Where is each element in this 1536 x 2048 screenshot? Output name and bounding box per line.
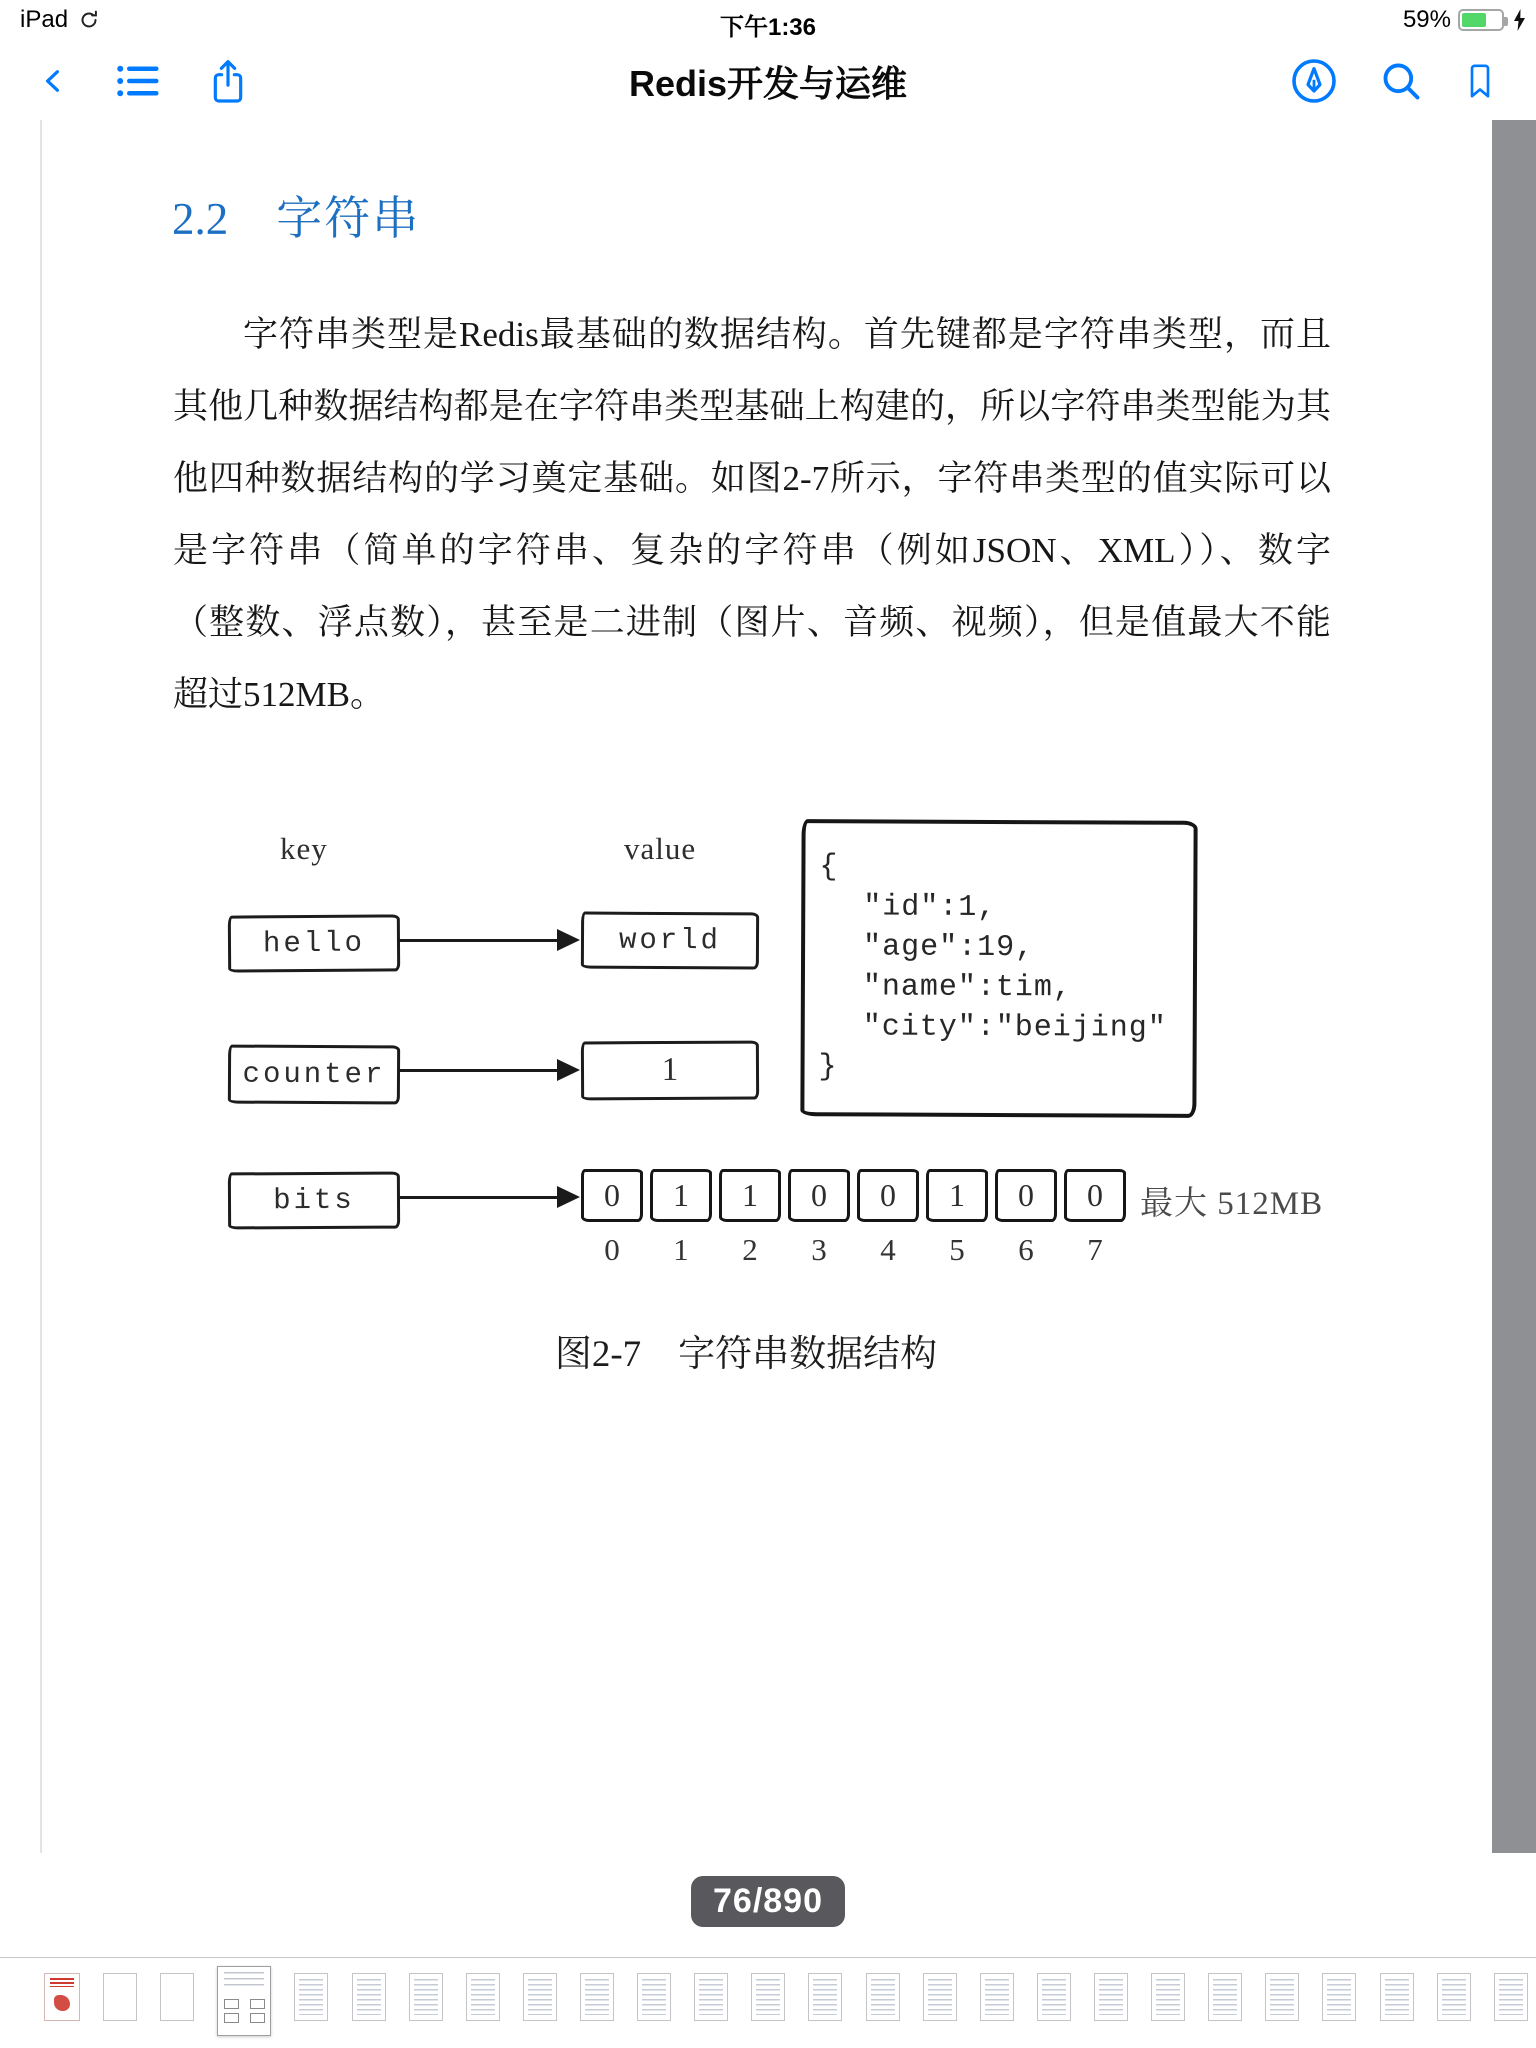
page-thumbnail[interactable] [866, 1973, 900, 2021]
page-thumbnail[interactable] [1208, 1973, 1242, 2021]
paragraph-line: （整数、浮点数），甚至是二进制（图片、音频、视频），但是值最大不能 [173, 603, 1331, 642]
bit-cell: 0 [995, 1169, 1057, 1222]
bit-indices [581, 1232, 1126, 1268]
page-thumbnail[interactable] [1322, 1973, 1356, 2021]
section-heading [172, 182, 420, 248]
bit-cell: 1 [719, 1169, 781, 1222]
page-thumbnail[interactable] [409, 1973, 443, 2021]
book-cover-thumbnail[interactable] [44, 1973, 80, 2021]
page-left-edge [40, 120, 42, 1853]
key-box-bits: bits [228, 1172, 400, 1230]
page-thumbnail[interactable] [103, 1973, 137, 2021]
clock: 下午1:36 [719, 14, 817, 41]
bit-index: 7 [1087, 1232, 1103, 1267]
bit-index: 1 [673, 1232, 689, 1267]
bit-cell: 0 [788, 1169, 850, 1222]
page-thumbnail[interactable] [751, 1973, 785, 2021]
page-thumbnail[interactable] [808, 1973, 842, 2021]
page-thumbnail[interactable] [1151, 1973, 1185, 2021]
json-line: "age":19, [863, 930, 1035, 966]
page-thumbnail[interactable] [694, 1973, 728, 2021]
page-thumbnail[interactable] [1094, 1973, 1128, 2021]
arrow [399, 1196, 557, 1199]
key-box-counter: counter [228, 1045, 400, 1105]
json-value-box [800, 819, 1197, 1118]
bit-cell: 0 [581, 1169, 643, 1222]
bit-index: 2 [742, 1232, 758, 1267]
page-thumbnail[interactable] [1380, 1973, 1414, 2021]
page-thumbnail[interactable] [466, 1973, 500, 2021]
current-page-thumbnail[interactable] [217, 1966, 271, 2036]
page-scrubber [0, 1957, 1536, 2048]
annotate-pen-button[interactable] [1290, 57, 1338, 105]
battery-percent-label: 59% [1402, 6, 1451, 33]
json-line: "name":tim, [862, 970, 1073, 1006]
bookmark-button[interactable] [1464, 57, 1496, 105]
page-thumbnail[interactable] [580, 1973, 614, 2021]
paragraph-line: 他四种数据结构的学习奠定基础。如图2-7所示，字符串类型的值实际可以 [173, 459, 1331, 498]
page-indicator-badge: 76/890 [691, 1876, 845, 1927]
page-right-edge [1492, 120, 1536, 1853]
book-title: Redis开发与运维 [628, 62, 908, 104]
max-size-note: 最大 512MB [1140, 1186, 1324, 1222]
charging-bolt-icon [1511, 8, 1526, 32]
status-bar [0, 0, 1536, 42]
bit-cells [581, 1169, 1126, 1222]
json-line: "city":"beijing" [862, 1010, 1167, 1046]
page-thumbnail[interactable] [1265, 1973, 1299, 2021]
page-thumbnail[interactable] [637, 1973, 671, 2021]
figure-key-label: key [280, 831, 328, 866]
thumbnail-strip [0, 1958, 1536, 2036]
bit-cell: 0 [857, 1169, 919, 1222]
page-thumbnail[interactable] [1437, 1973, 1471, 2021]
battery-icon [1458, 9, 1504, 31]
json-line: { [819, 850, 839, 885]
bit-cell: 1 [650, 1169, 712, 1222]
arrow [399, 939, 557, 942]
paragraph-line: 字符串类型是Redis最基础的数据结构。首先键都是字符串类型，而且 [243, 315, 1331, 354]
bit-cell: 1 [926, 1169, 988, 1222]
body-paragraph [173, 299, 1331, 731]
bit-cell: 0 [1064, 1169, 1126, 1222]
paragraph-line: 其他几种数据结构都是在字符串类型基础上构建的，所以字符串类型能为其 [173, 387, 1331, 426]
page-thumbnail[interactable] [1037, 1973, 1071, 2021]
paragraph-line: 超过512MB。 [173, 675, 385, 714]
json-line: "id":1, [863, 890, 997, 925]
carrier-label: iPad [20, 6, 69, 33]
arrow [399, 1069, 557, 1072]
figure-value-label: value [624, 831, 697, 866]
section-number: 2.2 [172, 194, 229, 244]
page-thumbnail[interactable] [923, 1973, 957, 2021]
page-thumbnail[interactable] [1494, 1973, 1528, 2021]
figure-caption: 图2-7 字符串数据结构 [554, 1334, 938, 1375]
page-thumbnail[interactable] [294, 1973, 328, 2021]
value-box-world: world [581, 912, 759, 970]
paragraph-line: 是字符串（简单的字符串、复杂的字符串（例如JSON、XML））、数字 [173, 531, 1331, 570]
page-thumbnail[interactable] [352, 1973, 386, 2021]
search-button[interactable] [1378, 58, 1424, 104]
section-title: 字符串 [276, 193, 421, 244]
bit-index: 5 [949, 1232, 965, 1267]
book-page [0, 120, 1536, 1957]
page-thumbnail[interactable] [523, 1973, 557, 2021]
key-box-hello: hello [228, 914, 400, 972]
page-thumbnail[interactable] [980, 1973, 1014, 2021]
bit-index: 6 [1018, 1232, 1034, 1267]
bit-index: 4 [880, 1232, 896, 1267]
json-line: } [818, 1050, 838, 1085]
bit-index: 0 [604, 1232, 620, 1267]
page-thumbnail[interactable] [160, 1973, 194, 2021]
bit-index: 3 [811, 1232, 827, 1267]
value-box-counter: 1 [581, 1041, 759, 1101]
nav-bar [0, 42, 1536, 120]
